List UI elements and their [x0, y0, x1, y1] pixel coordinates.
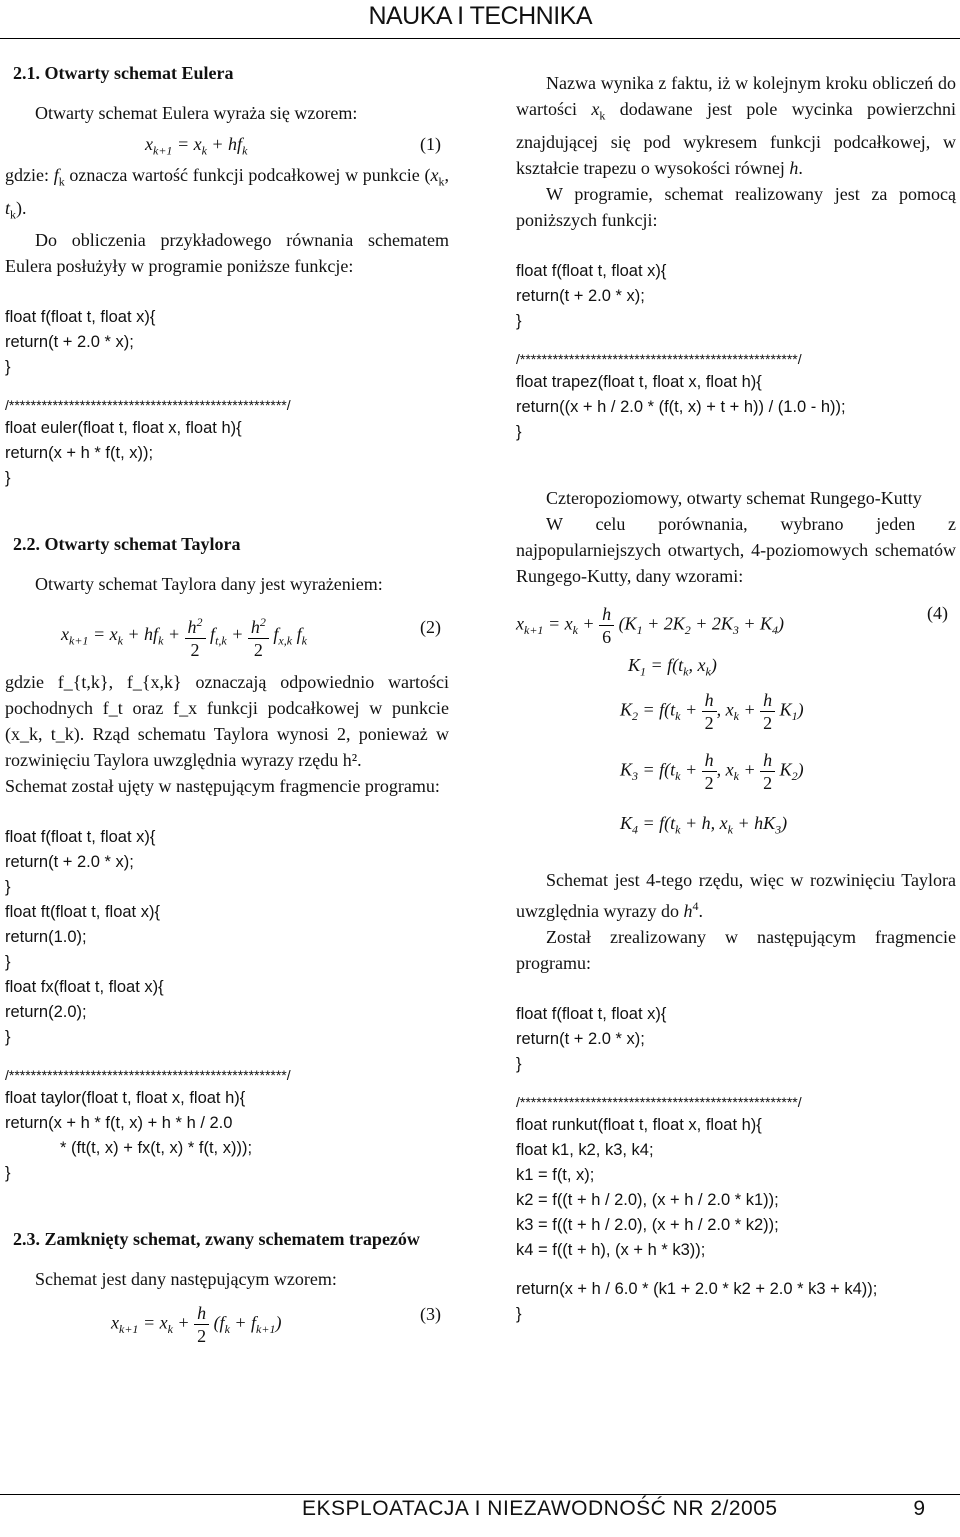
code-separator: /***************************************************/ — [5, 397, 291, 414]
equation-3: $x_{k+1} = x_k$ + $\frac{h}{2}$ $(f_k + f_{k+1})$ (3) — [111, 1303, 441, 1347]
equation-2: $x_{k+1} = x_k + hf_k$ + $\frac{h^2}{2}$ $f_{t,k}$ + $\frac{h^2}{2}$ $f_{x,k}$ $f_k$ (2) — [5, 603, 449, 665]
section-heading-taylor: 2.2. Otwarty schemat Taylora — [13, 534, 241, 555]
taylor-intro: Otwarty schemat Taylora dany jest wyrażeniem: — [35, 574, 383, 595]
code-block-taylor-helpers: float f(float t, float x){ return(t + 2.0 * x); } float ft(float t, float x){ return(1.0); } float fx(float t, float x){ return(2.0); } — [5, 828, 164, 1047]
equation-4-number: (4) — [927, 602, 948, 623]
page-number: 9 — [913, 1497, 925, 1520]
code-separator: /***************************************************/ — [516, 350, 802, 367]
section-heading-runge-kutta: Czteropoziomowy, otwarty schemat Rungego-Kutty — [546, 487, 922, 508]
taylor-where: gdzie f_{t,k}, f_{x,k} oznaczają odpowiednio wartości pochodnych f_t oraz f_x funkcji podcałkowej w punkcie (x_k, t_k). Rząd schematu Taylora wynosi 2, ponieważ w rozwinięciu Taylora uwzględnia wyrazy rzędu h². — [5, 672, 449, 771]
euler-intro: Otwarty schemat Eulera wyraża się wzorem: — [35, 103, 358, 123]
code-block-f-trapez: float f(float t, float x){ return(t + 2.0 * x); } — [516, 261, 667, 330]
footer-divider — [0, 1494, 960, 1495]
left-column — [5, 60, 449, 1360]
taylor-program-intro: Schemat został ujęty w następującym fragmencie programu: — [5, 776, 440, 797]
header-divider — [0, 38, 960, 39]
equation-3-number: (3) — [420, 1304, 441, 1325]
trapezoid-program-intro: W programie, schemat realizowany jest za pomocą poniższych funkcji: — [516, 183, 956, 230]
code-block-f-euler: float f(float t, float x){ return(t + 2.0 * x); } — [5, 308, 156, 377]
trapezoid-explanation: Nazwa wynika z faktu, iż w kolejnym kroku obliczeń do wartości $x_k$ dodawane jest pole wycinka powierzchni znajdującej się pod wykresem funkcji podcałkowej, w kształcie trapezu o wysokości równej h. — [516, 73, 956, 178]
code-block-f-runkut: float f(float t, float x){ return(t + 2.0 * x); } — [516, 1004, 667, 1073]
section-heading-euler: 2.1. Otwarty schemat Eulera — [13, 63, 234, 83]
code-block-euler: float euler(float t, float x, float h){ return(x + h * f(t, x)); } — [5, 419, 242, 488]
trapezoid-intro: Schemat jest dany następującym wzorem: — [35, 1269, 337, 1290]
euler-where: gdzie: $f_k$ oznacza wartość funkcji podcałkowej w punkcie ($x_k$, $t_k$). — [5, 165, 449, 222]
code-block-runkut: float runkut(float t, float x, float h){ float k1, k2, k3, k4; k1 = f(t, x); k2 = f((t + h / 2.0), (x + h / 2.0 * k1)); k3 = f((t + h / 2.0), (x + h / 2.0 * k2)); k4 = f((t + h), (x + h * k3)); return(x + h / 6.0 * (k1 + 2.0 * k2 + 2.0 * k3 + k4)); } — [516, 1115, 878, 1323]
equation-1-number: (1) — [420, 134, 441, 154]
journal-footer: EKSPLOATACJA I NIEZAWODNOŚĆ NR 2/2005 — [302, 1497, 778, 1520]
equation-2-number: (2) — [420, 617, 441, 638]
code-block-taylor: float taylor(float t, float x, float h){ return(x + h * f(t, x) + h * h / 2.0 * (ft(t, x) + fx(t, x) * f(t, x))); } — [5, 1089, 253, 1183]
right-column — [516, 70, 956, 1327]
journal-section-header: NAUKA I TECHNIKA — [368, 2, 592, 30]
code-separator: /***************************************************/ — [516, 1093, 802, 1110]
code-block-trapez: float trapez(float t, float x, float h){ return((x + h / 2.0 * (f(t, x) + t + h)) / (1.0 - h)); } — [516, 372, 846, 441]
runge-kutta-order: Schemat jest 4-tego rzędu, więc w rozwinięciu Taylora uwzględnia wyrazy do $h^4$. — [516, 869, 956, 921]
equation-1: $x_{k+1} = x_k + hf_k$ (1) — [5, 126, 449, 162]
code-separator: /***************************************************/ — [5, 1067, 291, 1084]
equation-4: $x_{k+1} = x_k$ + $\frac{h}{6}$ $(K_1 + 2K_2 + 2K_3 + K_4)$ (4) $K_1 = f(t_k$, $x_k$) $K_2 = f(t_k$ + $\frac{h}{2}$ , $x_k$ + $\frac{h}{2}$ $K_1$) $K_3 = f(t_k$ + $\frac{h}{2}$ , $x_k$ + $\frac{h}{2}$ $K_2$) $K_4 = f(t_k + h$, $x_k + hK_3$) — [516, 602, 948, 837]
runge-kutta-program-intro: Został zrealizowany w następującym fragmencie programu: — [516, 926, 956, 973]
runge-kutta-intro: W celu porównania, wybrano jeden z najpopularniejszych otwartych, 4-poziomowych schematów Rungego-Kutty, dany wzorami: — [516, 513, 956, 586]
section-heading-trapezoid: 2.3. Zamknięty schemat, zwany schematem trapezów — [13, 1229, 420, 1250]
euler-program-intro: Do obliczenia przykładowego równania schematem Eulera posłużyły w programie poniższe funkcje: — [5, 230, 449, 277]
